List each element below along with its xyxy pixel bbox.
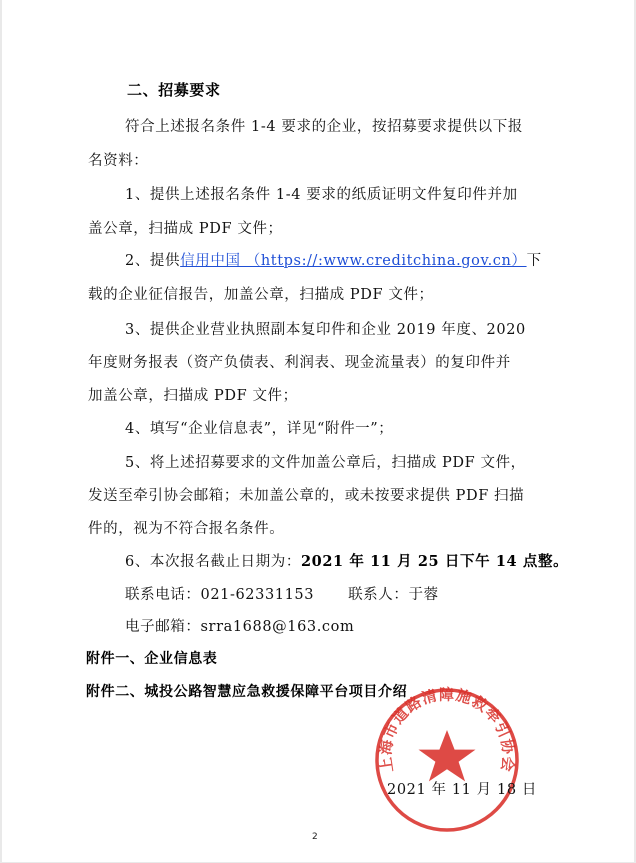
seal-star-icon <box>419 730 476 781</box>
contact-email-line <box>125 615 354 636</box>
item-5-line-2: 发送至牵引协会邮箱；未加盖公章的，或未按要求提供 PDF 扫描 <box>88 488 525 504</box>
email-label: 电子邮箱： <box>125 619 201 635</box>
item-3-line-3: 加盖公章，扫描成 PDF 文件； <box>88 388 298 404</box>
contact-phone-line <box>125 583 439 604</box>
person-label: 联系人： <box>348 587 409 603</box>
person-value: 于蓉 <box>408 587 439 603</box>
item-1-line-1: 1、提供上述报名条件 1-4 要求的纸质证明文件复印件并加 <box>125 187 518 203</box>
intro-line-2: 名资料： <box>88 153 149 169</box>
seal-text: 上海市道路清障施救牵引协会 <box>376 686 518 774</box>
item-5-line-1: 5、将上述招募要求的文件加盖公章后，扫描成 PDF 文件， <box>125 455 526 471</box>
phone-value: 021-62331153 <box>200 587 315 603</box>
phone-label: 联系电话： <box>125 587 201 603</box>
attachment-1: 附件一、企业信息表 <box>86 651 218 667</box>
signing-date: 2021 年 11 月 18 日 <box>387 782 537 798</box>
intro-line-1: 符合上述报名条件 1-4 要求的企业，按招募要求提供以下报 <box>125 119 523 135</box>
item-2-line-1 <box>125 249 542 270</box>
item-3-line-1: 3、提供企业营业执照副本复印件和企业 2019 年度、2020 <box>125 322 526 338</box>
item-5-line-3: 件的，视为不符合报名条件。 <box>88 521 285 537</box>
item-2-suffix: 下 <box>526 253 542 269</box>
item-3-line-2: 年度财务报表（资产负债表、利润表、现金流量表）的复印件并 <box>88 355 511 371</box>
deadline-label: 6、本次报名截止日期为： <box>125 554 301 570</box>
section-heading: 二、招募要求 <box>127 81 221 99</box>
document-page <box>2 0 634 862</box>
item-2-line-2: 载的企业征信报告，加盖公章，扫描成 PDF 文件； <box>88 287 434 303</box>
official-seal-stamp <box>373 686 521 834</box>
attachment-2: 附件二、城投公路智慧应急救援保障平台项目介绍 <box>86 684 408 700</box>
item-6-deadline <box>125 550 568 571</box>
item-1-line-2: 盖公章，扫描成 PDF 文件； <box>88 221 283 237</box>
email-value[interactable]: srra1688@163.com <box>200 619 355 635</box>
creditchina-link[interactable]: 信用中国 （https://:www.creditchina.gov.cn） <box>180 253 527 269</box>
item-2-prefix: 2、提供 <box>125 253 181 269</box>
deadline-value: 2021 年 11 月 25 日下午 14 点整。 <box>300 553 569 570</box>
page-number: 2 <box>312 832 318 842</box>
item-4: 4、填写“企业信息表”，详见“附件一”； <box>125 421 394 437</box>
